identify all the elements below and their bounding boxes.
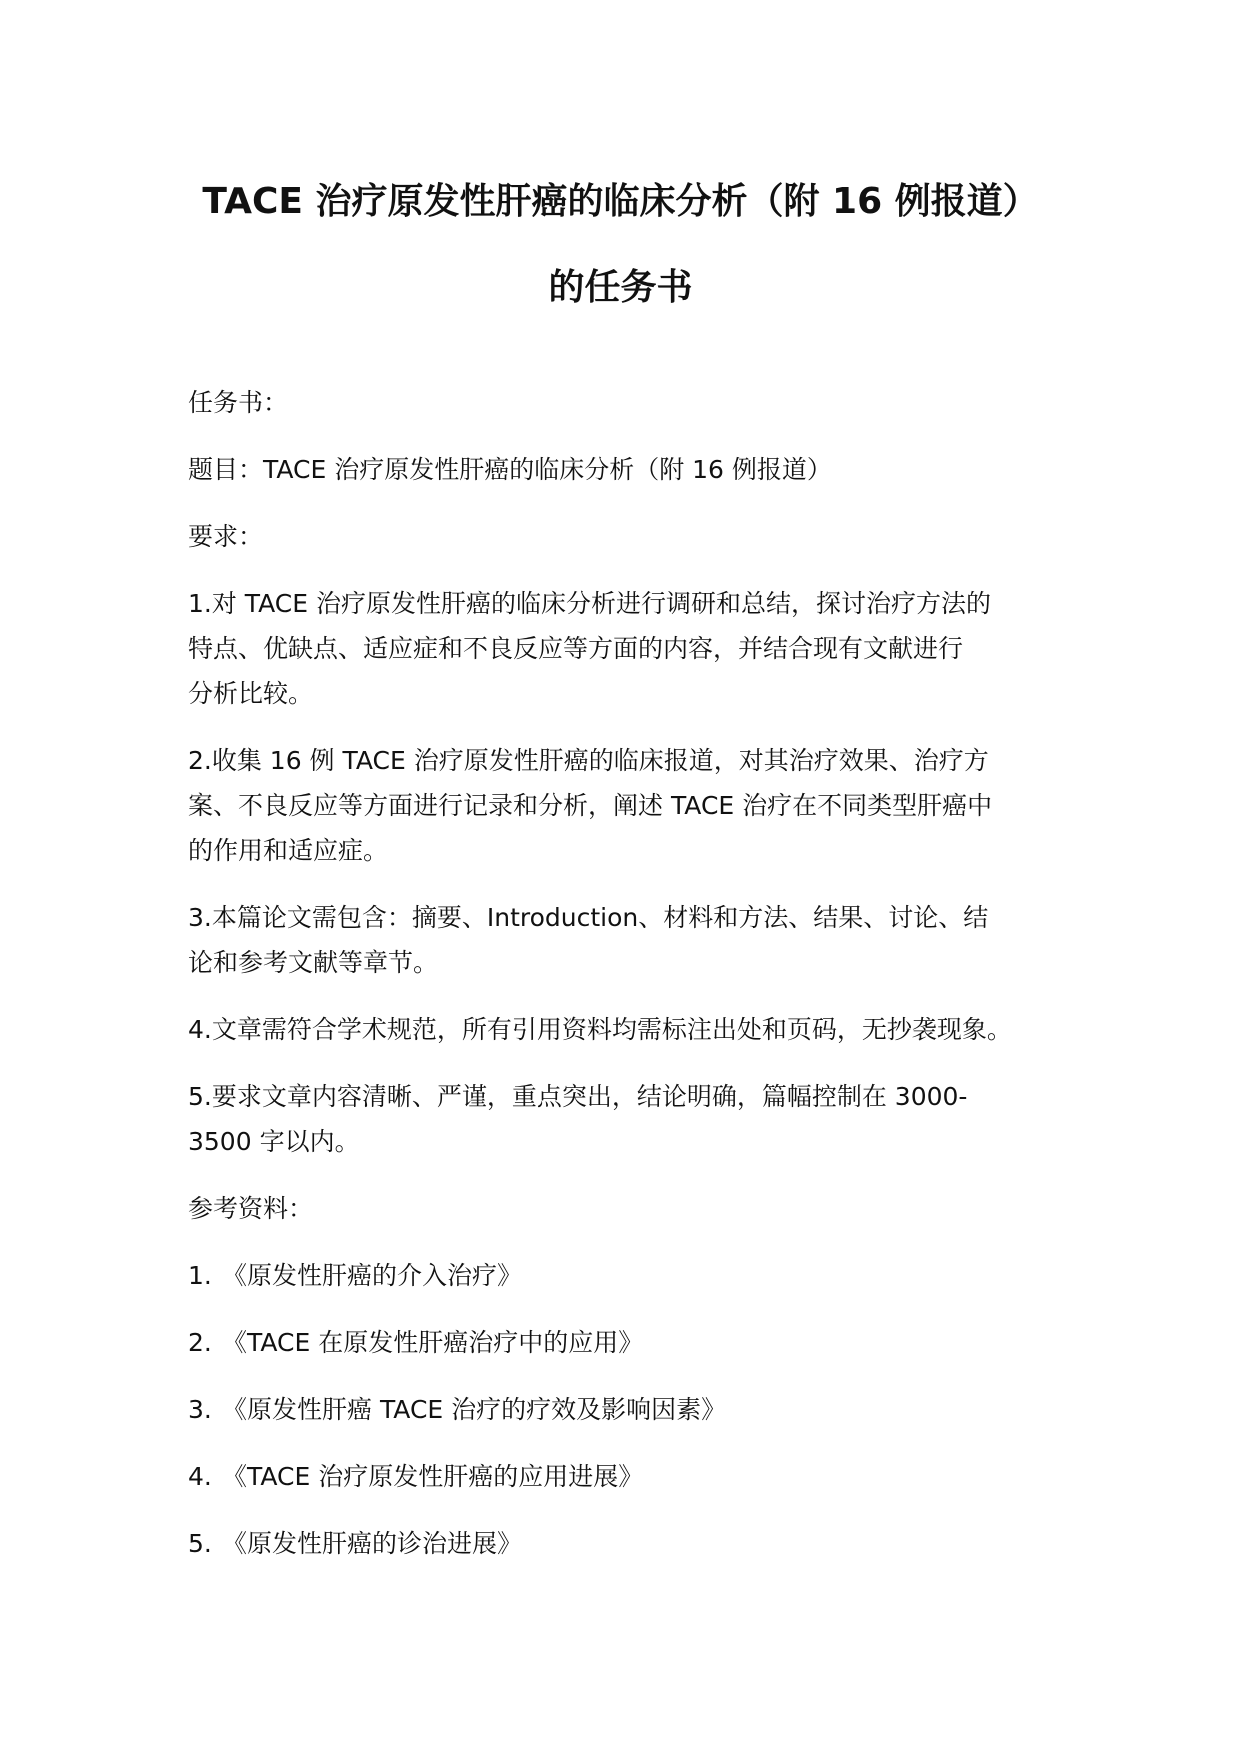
reference-item-4 xyxy=(188,1454,1088,1499)
task-label: 任务书： xyxy=(188,388,289,417)
document-title-line-1: TACE 治疗原发性肝癌的临床分析（附 16 例报道） xyxy=(202,181,1039,222)
reference-title: 《原发性肝癌 TACE 治疗的疗效及影响因素》 xyxy=(222,1395,727,1424)
requirement-item-3 xyxy=(188,895,1088,985)
requirement-line: 案、不良反应等方面进行记录和分析，阐述 TACE 治疗在不同类型肝癌中 xyxy=(188,791,993,820)
document-body xyxy=(188,380,1088,1588)
reference-title: 《TACE 在原发性肝癌治疗中的应用》 xyxy=(222,1328,644,1357)
reference-title: 《TACE 治疗原发性肝癌的应用进展》 xyxy=(222,1462,644,1491)
requirement-line: 分析比较。 xyxy=(188,679,314,708)
topic-line: 题目：TACE 治疗原发性肝癌的临床分析（附 16 例报道） xyxy=(188,455,832,484)
requirement-item-1 xyxy=(188,581,1088,716)
requirement-item-2 xyxy=(188,738,1088,873)
requirement-line: 1.对 TACE 治疗原发性肝癌的临床分析进行调研和总结，探讨治疗方法的 xyxy=(188,589,991,618)
requirement-item-4 xyxy=(188,1007,1088,1052)
requirement-line: 3500 字以内。 xyxy=(188,1127,360,1156)
requirement-line: 3.本篇论文需包含：摘要、Introduction、材料和方法、结果、讨论、结 xyxy=(188,903,989,932)
requirement-line: 论和参考文献等章节。 xyxy=(188,948,439,977)
reference-number: 2. xyxy=(188,1328,212,1357)
reference-item-3 xyxy=(188,1387,1088,1432)
requirements-label: 要求： xyxy=(188,522,264,551)
reference-number: 1. xyxy=(188,1261,212,1290)
reference-title: 《原发性肝癌的介入治疗》 xyxy=(222,1261,523,1290)
requirement-item-5 xyxy=(188,1074,1088,1164)
requirement-line: 特点、优缺点、适应症和不良反应等方面的内容，并结合现有文献进行 xyxy=(188,634,964,663)
reference-item-2 xyxy=(188,1320,1088,1365)
document-title-line-2: 的任务书 xyxy=(548,267,693,308)
reference-number: 4. xyxy=(188,1462,212,1491)
reference-number: 3. xyxy=(188,1395,212,1424)
reference-item-1 xyxy=(188,1253,1088,1298)
references-label: 参考资料： xyxy=(188,1194,314,1223)
reference-number: 5. xyxy=(188,1529,212,1558)
reference-item-5 xyxy=(188,1521,1088,1566)
requirement-line: 5.要求文章内容清晰、严谨，重点突出，结论明确，篇幅控制在 3000- xyxy=(188,1082,968,1111)
reference-title: 《原发性肝癌的诊治进展》 xyxy=(222,1529,523,1558)
requirement-line: 2.收集 16 例 TACE 治疗原发性肝癌的临床报道，对其治疗效果、治疗方 xyxy=(188,746,989,775)
requirement-line: 的作用和适应症。 xyxy=(188,836,389,865)
requirement-line: 4.文章需符合学术规范，所有引用资料均需标注出处和页码，无抄袭现象。 xyxy=(188,1015,1012,1044)
